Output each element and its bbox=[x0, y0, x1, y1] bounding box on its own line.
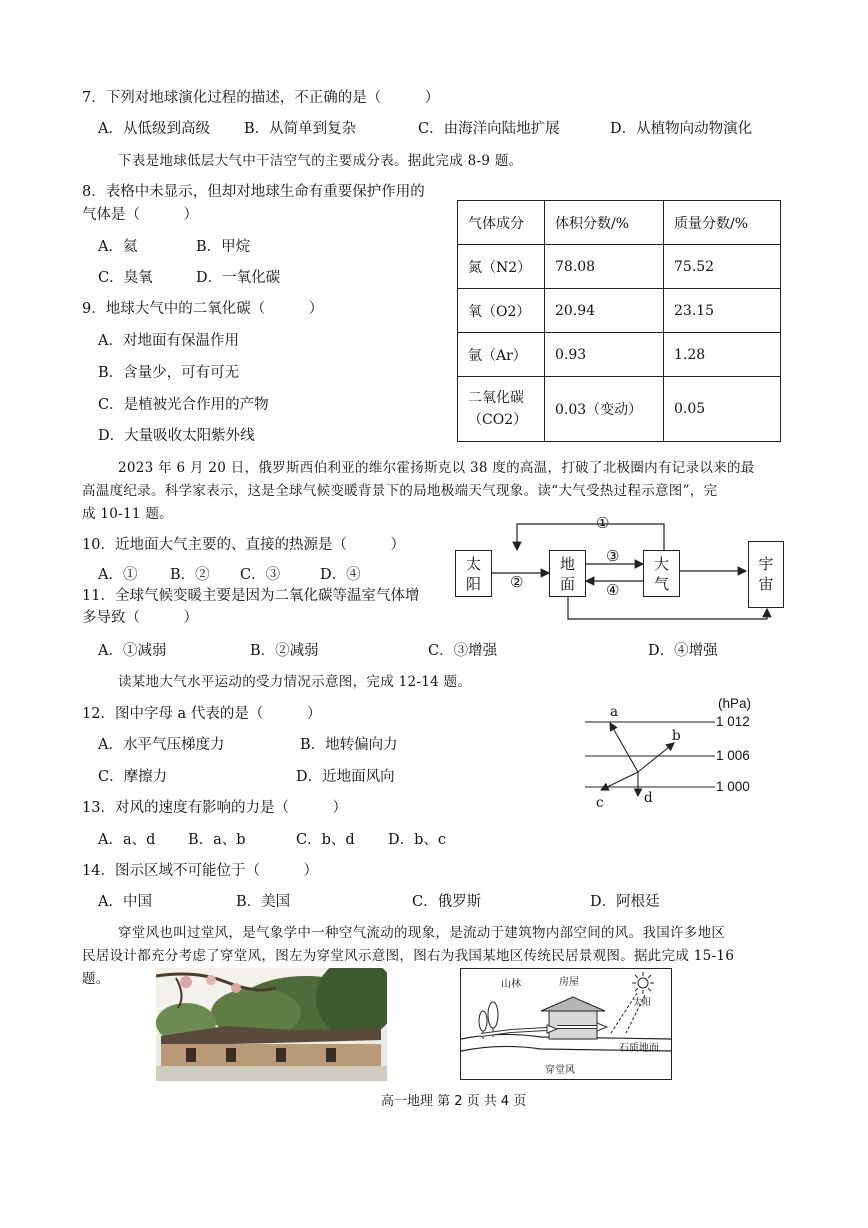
q10-option-a: A．① bbox=[98, 567, 138, 583]
wind-label-through: 穿堂风 bbox=[545, 1065, 575, 1076]
q8-stem-line1: 8．表格中未显示，但却对地球生命有重要保护作用的 bbox=[82, 184, 425, 200]
table-header-row bbox=[458, 201, 781, 245]
wind-label-ground: 石质地面 bbox=[619, 1043, 659, 1054]
sun-label-1: 太 bbox=[465, 555, 481, 573]
q10-stem: 10．近地面大气主要的、直接的热源是（ ） bbox=[82, 537, 405, 553]
q13-option-c: C．b、d bbox=[296, 832, 355, 848]
isobar-1012: 1 012 bbox=[716, 714, 750, 729]
q7-option-c: C．由海洋向陆地扩展 bbox=[418, 121, 560, 137]
label-2: ② bbox=[510, 573, 524, 591]
table-cell: 氩（Ar） bbox=[458, 333, 545, 377]
force-letter-c: c bbox=[596, 795, 604, 811]
intro-15-16-line1: 穿堂风也叫过堂风，是气象学中一种空气流动的现象，是流动于建筑物内部空间的风。我国许多地区 bbox=[118, 925, 726, 941]
q10-option-d: D．④ bbox=[320, 567, 361, 583]
q9-option-b: B．含量少，可有可无 bbox=[98, 365, 240, 381]
force-letter-d: d bbox=[644, 790, 653, 806]
universe-box bbox=[748, 541, 784, 608]
table-cell: 0.03（变动） bbox=[545, 377, 664, 442]
ground-label-2: 面 bbox=[559, 575, 575, 593]
table-cell: 氮（N2） bbox=[458, 245, 545, 289]
q7-stem: 7．下列对地球演化过程的描述，不正确的是（ ） bbox=[82, 90, 440, 106]
q12-option-d: D．近地面风向 bbox=[296, 769, 395, 785]
dwelling-photo-art bbox=[156, 968, 387, 1081]
q9-option-a: A．对地面有保温作用 bbox=[98, 333, 239, 349]
table-cell: 0.05 bbox=[664, 377, 781, 442]
q13-option-a: A．a、d bbox=[98, 832, 156, 848]
ground-label-1: 地 bbox=[559, 555, 575, 573]
q11-option-b: B．②减弱 bbox=[250, 643, 319, 659]
table-cell bbox=[458, 377, 545, 442]
q14-option-a: A．中国 bbox=[98, 894, 152, 910]
table-cell: 0.93 bbox=[545, 333, 664, 377]
q10-option-b: B．② bbox=[170, 567, 210, 583]
table-row bbox=[458, 377, 781, 442]
force-letter-a: a bbox=[610, 704, 619, 720]
table-header-cell: 气体成分 bbox=[458, 201, 545, 245]
q11-stem-line2: 多导致（ ） bbox=[82, 610, 198, 626]
intro-10-11-line2: 高温度纪录。科学家表示，这是全球气候变暖背景下的局地极端天气现象。读“大气受热过程示意图”，完 bbox=[82, 483, 718, 499]
q8-option-d: D．一氧化碳 bbox=[196, 270, 281, 286]
intro-15-16-line3: 题。 bbox=[82, 971, 110, 987]
wind-label-house: 房屋 bbox=[559, 977, 579, 988]
q14-option-b: B．美国 bbox=[236, 894, 291, 910]
universe-label-1: 宇 bbox=[758, 555, 774, 573]
table-cell: 23.15 bbox=[664, 289, 781, 333]
q11-stem-line1: 11．全球气候变暖主要是因为二氧化碳等温室气体增 bbox=[82, 588, 420, 604]
intro-10-11-line3: 成 10-11 题。 bbox=[82, 506, 174, 522]
table-cell: 20.94 bbox=[545, 289, 664, 333]
intro-15-16-line2: 民居设计都充分考虑了穿堂风，图左为穿堂风示意图，图右为我国某地区传统民居景观图。据此完成 15-16 bbox=[82, 948, 735, 964]
q8-option-b: B．甲烷 bbox=[196, 239, 251, 255]
label-3: ③ bbox=[606, 547, 620, 565]
table-header-cell: 体积分数/% bbox=[545, 201, 664, 245]
q12-option-a: A．水平气压梯度力 bbox=[98, 737, 225, 753]
q11-option-d: D．④增强 bbox=[648, 643, 718, 659]
table-cell: 78.08 bbox=[545, 245, 664, 289]
ground-box bbox=[549, 550, 586, 597]
table-cell: 氧（O2） bbox=[458, 289, 545, 333]
q9-option-d: D．大量吸收太阳紫外线 bbox=[98, 428, 255, 444]
isobar-1000: 1 000 bbox=[716, 779, 750, 794]
q12-option-b: B．地转偏向力 bbox=[300, 737, 398, 753]
isobar-1006: 1 006 bbox=[716, 748, 750, 763]
gas-composition-table bbox=[457, 200, 781, 442]
q8-option-a: A．氦 bbox=[98, 239, 138, 255]
force-letter-b: b bbox=[672, 728, 681, 744]
label-1: ① bbox=[596, 514, 610, 532]
q7-option-b: B．从简单到复杂 bbox=[244, 121, 357, 137]
wind-label-sun: 太阳 bbox=[633, 998, 652, 1008]
heat-process-diagram bbox=[455, 512, 790, 627]
q13-option-d: D．b、c bbox=[388, 832, 447, 848]
table-cell: 1.28 bbox=[664, 333, 781, 377]
q14-option-c: C．俄罗斯 bbox=[412, 894, 482, 910]
co2-label-line1: 二氧化碳 bbox=[468, 390, 524, 406]
dwelling-photo bbox=[156, 968, 387, 1081]
table-row bbox=[458, 245, 781, 289]
table-header-cell: 质量分数/% bbox=[664, 201, 781, 245]
q14-stem: 14．图示区域不可能位于（ ） bbox=[82, 863, 318, 879]
atmosphere-label-2: 气 bbox=[653, 575, 669, 593]
wind-label-mountain: 山林 bbox=[501, 979, 521, 990]
q7-option-d: D．从植物向动物演化 bbox=[610, 121, 753, 137]
force-unit: (hPa) bbox=[718, 696, 752, 711]
q13-option-b: B．a、b bbox=[188, 832, 246, 848]
q11-option-c: C．③增强 bbox=[428, 643, 498, 659]
table-row bbox=[458, 333, 781, 377]
q9-option-c: C．是植被光合作用的产物 bbox=[98, 397, 269, 413]
atmosphere-box bbox=[643, 550, 680, 597]
q8-stem-line2: 气体是（ ） bbox=[82, 207, 198, 223]
q12-option-c: C．摩擦力 bbox=[98, 769, 168, 785]
atmosphere-label-1: 大 bbox=[653, 555, 669, 573]
q8-option-c: C．臭氧 bbox=[98, 270, 153, 286]
universe-label-2: 宙 bbox=[758, 575, 774, 593]
q13-stem: 13．对风的速度有影响的力是（ ） bbox=[82, 800, 347, 816]
label-4: ④ bbox=[606, 581, 620, 599]
co2-label-line2: （CO2） bbox=[468, 412, 528, 428]
sun-label-2: 阳 bbox=[465, 575, 481, 593]
q12-stem: 12．图中字母 a 代表的是（ ） bbox=[82, 706, 322, 722]
intro-8-9: 下表是地球低层大气中干洁空气的主要成分表。据此完成 8-9 题。 bbox=[118, 153, 523, 169]
q7-option-a: A．从低级到高级 bbox=[98, 121, 210, 137]
q9-stem: 9．地球大气中的二氧化碳（ ） bbox=[82, 301, 324, 317]
wind-diagram bbox=[460, 968, 672, 1080]
q10-option-c: C．③ bbox=[240, 567, 281, 583]
table-cell: 75.52 bbox=[664, 245, 781, 289]
intro-12-14: 读某地大气水平运动的受力情况示意图，完成 12-14 题。 bbox=[118, 674, 472, 690]
page-footer: 高一地理 第 2 页 共 4 页 bbox=[381, 1094, 527, 1109]
q11-option-a: A．①减弱 bbox=[98, 643, 167, 659]
q14-option-d: D．阿根廷 bbox=[590, 894, 660, 910]
sun-box bbox=[455, 550, 492, 597]
table-row bbox=[458, 289, 781, 333]
intro-10-11-line1: 2023 年 6 月 20 日，俄罗斯西伯利亚的维尔霍扬斯克以 38 度的高温，打破了北极圈内有记录以来的最 bbox=[118, 460, 755, 476]
